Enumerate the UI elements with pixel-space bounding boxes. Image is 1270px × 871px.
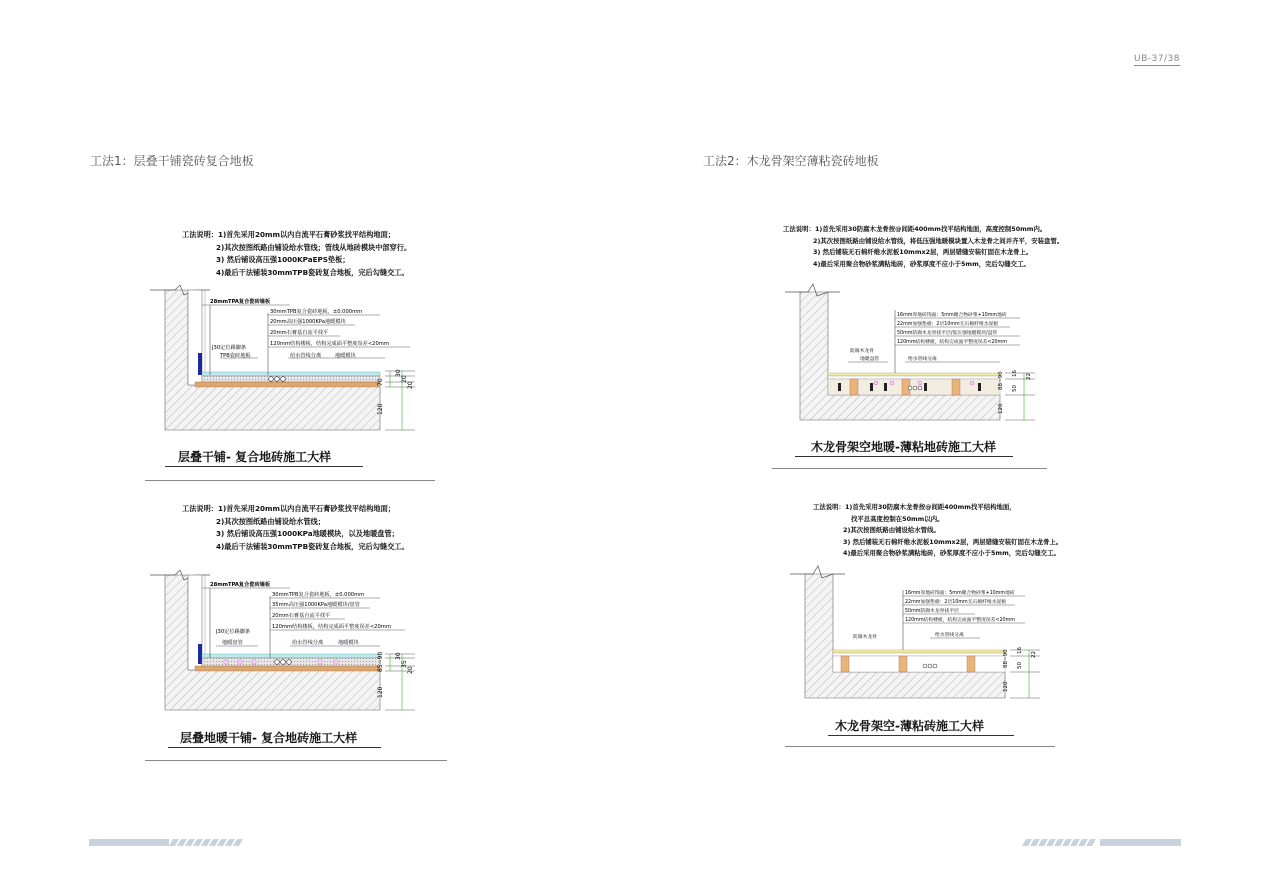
svg-text:85~90: 85~90 (377, 651, 384, 672)
wood-joist (967, 656, 975, 672)
svg-text:地暖模块: 地暖模块 (338, 640, 359, 646)
method1-a-section-drawing (140, 285, 440, 435)
svg-text:35mm高压强1000KPa地暖模块/盘管: 35mm高压强1000KPa地暖模块/盘管 (272, 602, 360, 608)
svg-text:地暖盘管: 地暖盘管 (860, 357, 880, 362)
svg-text:给水管线分离: 给水管线分离 (908, 357, 937, 362)
page-number: UB-37/38 (1134, 54, 1180, 64)
label-l4: 120mm结构楼板，结构完成面平整度误差<20mm (270, 341, 389, 347)
method1-a-notes: 工法说明：1)首先采用20mm以内自流平石膏砂浆找平结构地面； 2)其次按图纸路由铺设给水管线；管线从地砖模块中部穿行。 3) 然后铺设高压强1000KPaEPS垫板； 4)最后干法铺装30mmTPB瓷砖复合地板，完后勾缝交工。 (182, 230, 412, 277)
svg-text:120: 120 (1003, 681, 1009, 692)
heating-pipe-icon (318, 660, 322, 664)
pipe-icon (281, 660, 286, 665)
svg-text:120: 120 (998, 403, 1004, 414)
svg-text:20mm石膏基自流平找平: 20mm石膏基自流平找平 (272, 613, 331, 619)
svg-text:88~90: 88~90 (1003, 649, 1009, 668)
svg-text:防腐木龙骨: 防腐木龙骨 (853, 635, 877, 640)
svg-text:50mm防腐木龙骨找平层: 50mm防腐木龙骨找平层 (905, 609, 959, 614)
svg-text:120: 120 (377, 403, 384, 415)
label-module: 地暖模块 (335, 353, 356, 359)
svg-text:30: 30 (395, 652, 402, 660)
method1-b-caption: 层叠地暖干铺- 复合地砖施工大样 (180, 731, 358, 745)
wood-joist (899, 656, 907, 672)
svg-text:120mm结构楼板，结构完成面平整度误差<20mm: 120mm结构楼板，结构完成面平整度误差<20mm (905, 618, 1015, 623)
svg-text:16mm厚地砖饰面：5mm聚合物砂浆+10mm地砖: 16mm厚地砖饰面：5mm聚合物砂浆+10mm地砖 (897, 313, 1007, 318)
svg-text:120mm结构楼板，结构完成面平整度误差<20mm: 120mm结构楼板，结构完成面平整度误差<20mm (272, 624, 391, 630)
heating-pipe-icon (238, 660, 242, 664)
footer-bar-left (89, 839, 249, 847)
svg-text:20: 20 (407, 666, 414, 674)
heating-pipe-icon (252, 660, 256, 664)
svg-text:30: 30 (395, 369, 402, 377)
skirting-strip (198, 353, 202, 375)
method2-a-section-drawing (780, 280, 1050, 430)
svg-text:20: 20 (401, 375, 408, 383)
svg-text:20: 20 (407, 381, 414, 389)
footer-bar-right (1020, 839, 1181, 847)
method1-b-section-drawing (140, 570, 440, 720)
pipe-icon (287, 660, 292, 665)
svg-text:22mm加强垫板：2层10mm无石棉纤维水泥板: 22mm加强垫板：2层10mm无石棉纤维水泥板 (905, 600, 1007, 605)
pipe-icon (275, 377, 280, 382)
label-l1: 30mmTPB复合瓷砖地板，±0.000mm (270, 309, 363, 315)
svg-text:35: 35 (401, 660, 408, 668)
heating-pipe-icon (334, 660, 338, 664)
label-wall: 28mmTPA复合瓷砖墙板 (210, 299, 271, 305)
svg-text:防腐木龙骨: 防腐木龙骨 (850, 349, 874, 354)
method2-a-notes: 工法说明：1)首先采用30防腐木龙骨按@间距400mm找平结构地面，高度控制50mm内。 2)其次按图纸路由铺设给水管线，将低压强地暖模块置入木龙骨之间并齐平，安装盘管。 3) 然后铺装无石棉纤维水泥板10mmx2层，两层错缝安装钉固在木龙骨上。 4)最后采用聚合物砂浆满粘地砖，砂浆厚度不应小于5mm，完后勾缝交工。 (783, 225, 1064, 268)
pipe-icon (269, 377, 274, 382)
method1-title: 工法1：层叠干铺瓷砖复合地板 (90, 154, 254, 168)
method2-b-section-drawing (785, 560, 1055, 705)
svg-text:30mmTPB复合瓷砖地板，±0.000mm: 30mmTPB复合瓷砖地板，±0.000mm (272, 592, 365, 598)
method2-b-caption: 木龙骨架空-薄粘砖施工大样 (835, 719, 984, 733)
svg-text:16: 16 (1017, 647, 1023, 654)
svg-text:22: 22 (1031, 651, 1037, 658)
svg-text:50mm防腐木龙骨找平层/低压强地暖模块/盘管: 50mm防腐木龙骨找平层/低压强地暖模块/盘管 (897, 331, 998, 336)
svg-text:J30定位踢脚条: J30定位踢脚条 (216, 629, 251, 635)
svg-text:120mm结构楼板，结构完成面平整度误差<20mm: 120mm结构楼板，结构完成面平整度误差<20mm (897, 340, 1007, 345)
svg-text:50: 50 (1017, 662, 1023, 669)
heating-pipe-icon (224, 660, 228, 664)
label-l2: 20mm高压强1000KPa地暖模块 (270, 319, 346, 325)
method2-a-caption: 木龙骨架空地暖-薄粘地砖施工大样 (811, 440, 996, 454)
method1-b-notes: 工法说明：1)首先采用20mm以内自流平石膏砂浆找平结构地面； 2)其次按图纸路由铺设给水管线； 3) 然后铺设高压强1000KPa地暖模块，以及地暖盘管； 4)最后干法铺装30mmTPB瓷砖复合地板，完后勾缝交工。 (182, 504, 409, 551)
label-corner1: J30定位踢脚条 (212, 345, 247, 351)
label-pipe: 给水管线分离 (290, 353, 322, 359)
method2-b-notes: 工法说明：1)首先采用30防腐木龙骨按@间距400mm找平结构地面， 找平总高度控制在50mm以内。 2)其次按图纸路由铺设给水管线。 3) 然后铺装无石棉纤维水泥板10mmx2层，两层错缝安装钉固在木龙骨上。 4)最后采用聚合物砂浆满粘地砖，砂浆厚度不应小于5mm，完后勾缝交工。 (813, 503, 1063, 558)
label-corner2: TPB瓷砖地板 (220, 353, 251, 359)
svg-text:22: 22 (1026, 373, 1032, 380)
svg-text:120: 120 (377, 686, 384, 698)
svg-text:给水管线分离: 给水管线分离 (292, 640, 324, 646)
svg-text:16mm厚地砖饰面：5mm聚合物砂浆+10mm地砖: 16mm厚地砖饰面：5mm聚合物砂浆+10mm地砖 (905, 591, 1015, 596)
wood-joist (841, 656, 849, 672)
method1-a-caption: 层叠干铺- 复合地砖施工大样 (178, 450, 332, 464)
svg-text:28mmTPA复合瓷砖墙板: 28mmTPA复合瓷砖墙板 (210, 582, 271, 588)
svg-text:16: 16 (1012, 370, 1018, 377)
svg-text:70: 70 (377, 378, 384, 386)
svg-text:地暖盘管: 地暖盘管 (222, 640, 243, 646)
wood-joist (952, 379, 960, 395)
pipe-icon (281, 377, 286, 382)
pipe-icon (275, 660, 280, 665)
label-l3: 20mm石膏基自流平找平 (270, 330, 329, 336)
svg-text:50: 50 (1012, 385, 1018, 392)
wood-joist (850, 379, 858, 395)
svg-text:给水管线分离: 给水管线分离 (935, 633, 964, 638)
svg-text:22mm加强垫板：2层10mm无石棉纤维水泥板: 22mm加强垫板：2层10mm无石棉纤维水泥板 (897, 322, 999, 327)
method2-title: 工法2：木龙骨架空薄粘瓷砖地板 (703, 154, 879, 168)
svg-text:88~90: 88~90 (998, 371, 1004, 390)
